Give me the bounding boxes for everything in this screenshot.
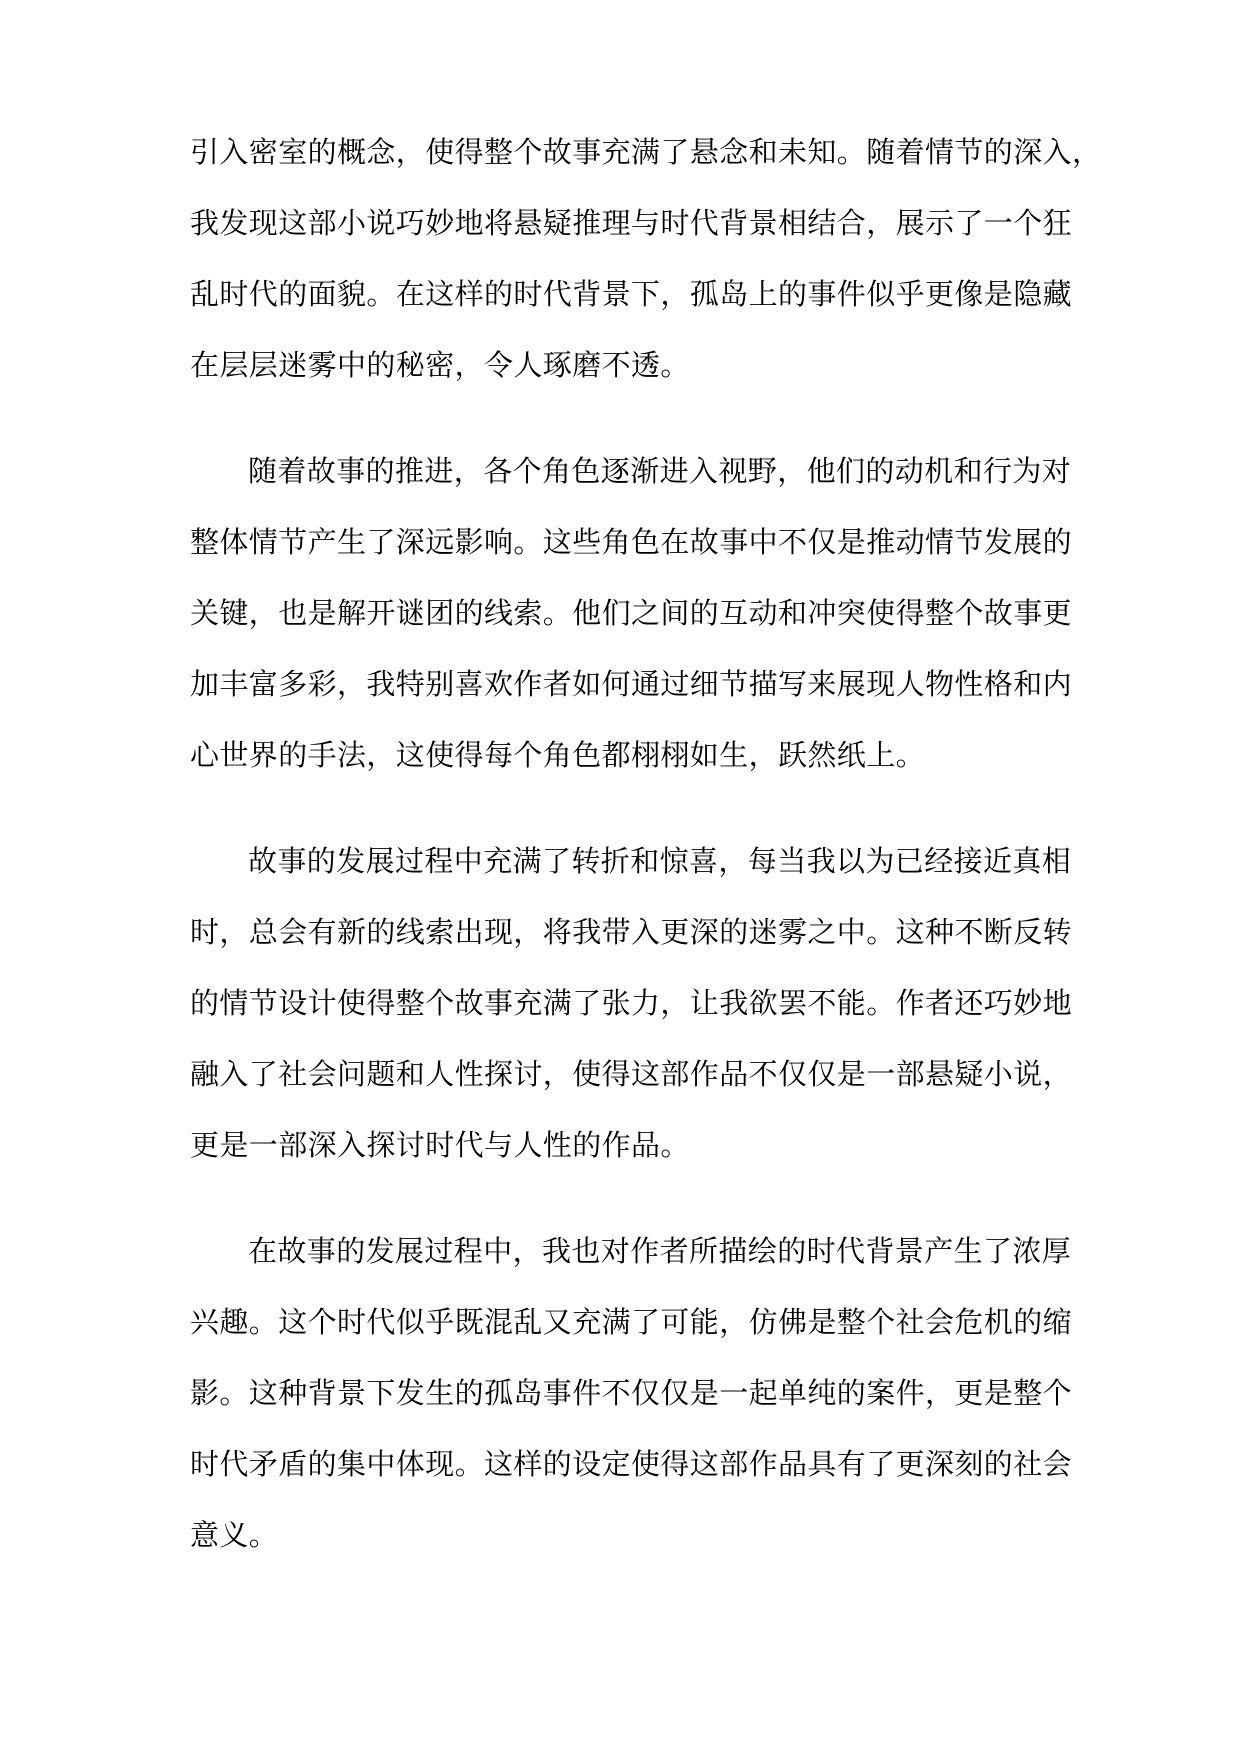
paragraph-2-line-1: 随着故事的推进，各个角色逐渐进入视野，他们的动机和行为对 bbox=[248, 454, 1072, 488]
paragraph-4-line-4: 时代矛盾的集中体现。这样的设定使得这部作品具有了更深刻的社会 bbox=[190, 1447, 1073, 1481]
paragraph-1-line-2: 我发现这部小说巧妙地将悬疑推理与时代背景相结合，展示了一个狂 bbox=[190, 206, 1073, 240]
paragraph-1-line-4: 在层层迷雾中的秘密，令人琢磨不透。 bbox=[190, 348, 690, 382]
paragraph-4-line-3: 影。这种背景下发生的孤岛事件不仅仅是一起单纯的案件，更是整个 bbox=[190, 1376, 1073, 1410]
paragraph-3-line-2: 时，总会有新的线索出现，将我带入更深的迷雾之中。这种不断反转 bbox=[190, 915, 1073, 949]
paragraph-2-line-4: 加丰富多彩，我特别喜欢作者如何通过细节描写来展现人物性格和内 bbox=[190, 667, 1073, 701]
paragraph-1-line-3: 乱时代的面貌。在这样的时代背景下，孤岛上的事件似乎更像是隐藏 bbox=[190, 277, 1073, 311]
paragraph-2-line-3: 关键，也是解开谜团的线索。他们之间的互动和冲突使得整个故事更 bbox=[190, 596, 1073, 630]
paragraph-3-line-5: 更是一部深入探讨时代与人性的作品。 bbox=[190, 1128, 690, 1162]
paragraph-1-line-1: 引入密室的概念，使得整个故事充满了悬念和未知。随着情节的深入， bbox=[190, 135, 1102, 169]
paragraph-3-line-3: 的情节设计使得整个故事充满了张力，让我欲罢不能。作者还巧妙地 bbox=[190, 986, 1073, 1020]
paragraph-4-line-1: 在故事的发展过程中，我也对作者所描绘的时代背景产生了浓厚 bbox=[248, 1234, 1072, 1268]
paragraph-2-line-5: 心世界的手法，这使得每个角色都栩栩如生，跃然纸上。 bbox=[190, 738, 926, 772]
paragraph-3-line-4: 融入了社会问题和人性探讨，使得这部作品不仅仅是一部悬疑小说， bbox=[190, 1057, 1073, 1091]
paragraph-4-line-2: 兴趣。这个时代似乎既混乱又充满了可能，仿佛是整个社会危机的缩 bbox=[190, 1305, 1073, 1339]
paragraph-4-line-5: 意义。 bbox=[190, 1518, 279, 1552]
paragraph-2-line-2: 整体情节产生了深远影响。这些角色在故事中不仅是推动情节发展的 bbox=[190, 525, 1073, 559]
paragraph-3-line-1: 故事的发展过程中充满了转折和惊喜，每当我以为已经接近真相 bbox=[248, 844, 1072, 878]
